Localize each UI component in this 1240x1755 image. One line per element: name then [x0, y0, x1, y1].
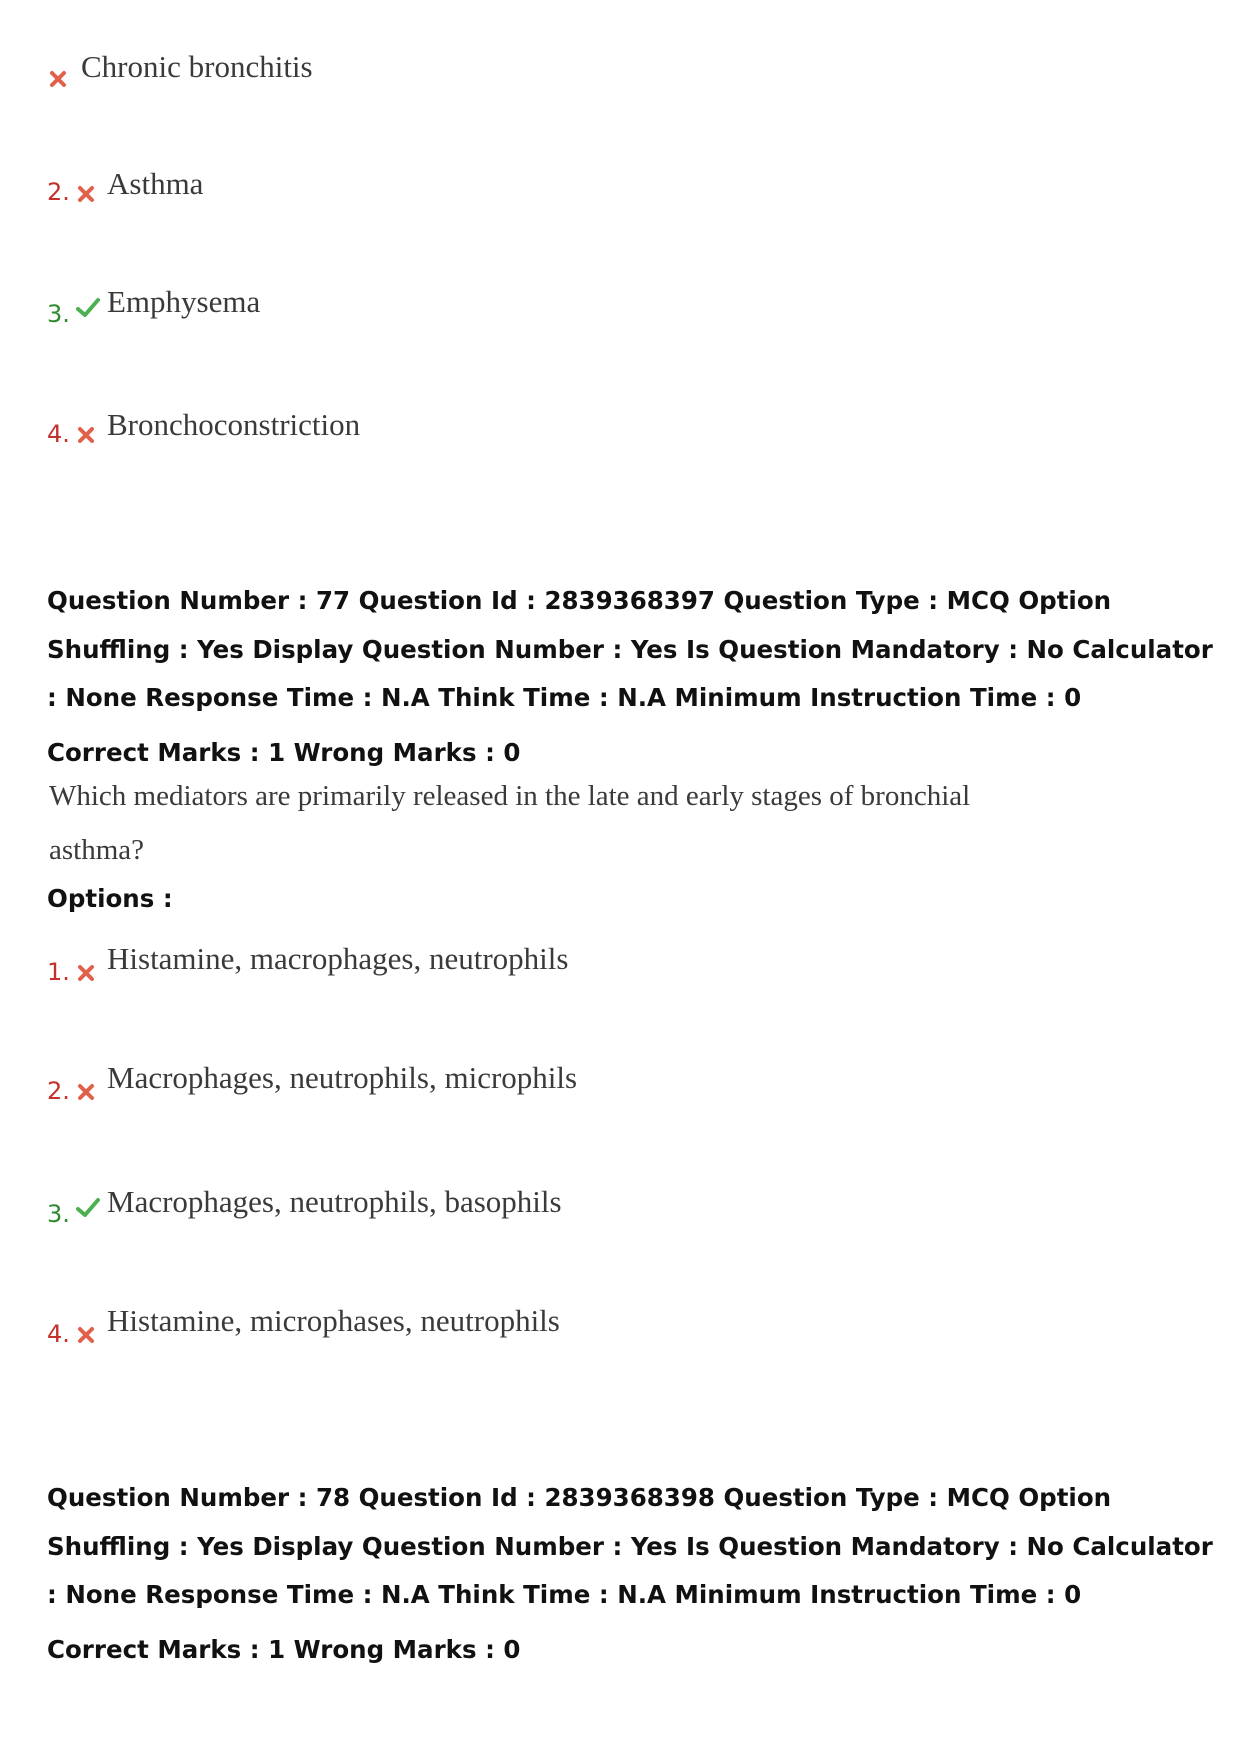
cross-icon — [77, 1326, 95, 1344]
option-text: Histamine, microphases, neutrophils — [107, 1303, 560, 1338]
question-text: Which mediators are primarily released in the late and early stages of bronchial asthma? — [49, 780, 971, 866]
option-text: Bronchoconstriction — [107, 407, 361, 442]
question-marks: Correct Marks : 1 Wrong Marks : 0 — [47, 1635, 521, 1664]
option-item — [0, 1061, 1240, 1121]
option-text: Macrophages, neutrophils, basophils — [107, 1184, 562, 1219]
option-number: 2. — [47, 178, 70, 206]
option-text: Histamine, macrophages, neutrophils — [107, 941, 569, 976]
option-item — [0, 408, 1240, 468]
option-item — [0, 1304, 1240, 1364]
option-text: Macrophages, neutrophils, microphils — [107, 1060, 578, 1095]
cross-icon — [77, 1083, 95, 1101]
check-icon — [76, 1197, 100, 1219]
question-meta: Question Number : 77 Question Id : 2839368397 Question Type : MCQ Option Shuffling : Yes Display Question Number : Yes Is Question Mandatory : No Calculator : None Response Time : N.A Think Time : N.A Minimum Instruction Time : 0 — [47, 586, 1213, 712]
option-text: Emphysema — [107, 284, 261, 319]
option-item — [0, 167, 1240, 227]
option-item — [0, 1185, 1240, 1245]
option-number: 3. — [47, 1200, 70, 1228]
option-item — [0, 942, 1240, 1002]
check-icon — [76, 297, 100, 319]
cross-icon — [77, 185, 95, 203]
option-number: 4. — [47, 1320, 70, 1348]
option-number: 2. — [47, 1077, 70, 1105]
option-number: 4. — [47, 420, 70, 448]
cross-icon — [77, 426, 95, 444]
cross-icon — [77, 964, 95, 982]
option-number: 3. — [47, 300, 70, 328]
question-marks: Correct Marks : 1 Wrong Marks : 0 — [47, 738, 521, 767]
option-item — [0, 50, 1240, 110]
cross-icon — [49, 70, 67, 88]
option-number: 1. — [47, 958, 70, 986]
question-meta: Question Number : 78 Question Id : 2839368398 Question Type : MCQ Option Shuffling : Yes Display Question Number : Yes Is Question Mandatory : No Calculator : None Response Time : N.A Think Time : N.A Minimum Instruction Time : 0 — [47, 1483, 1213, 1609]
option-text: Asthma — [107, 166, 204, 201]
option-item — [0, 285, 1240, 345]
options-label: Options : — [47, 884, 173, 913]
option-text: Chronic bronchitis — [81, 49, 313, 84]
